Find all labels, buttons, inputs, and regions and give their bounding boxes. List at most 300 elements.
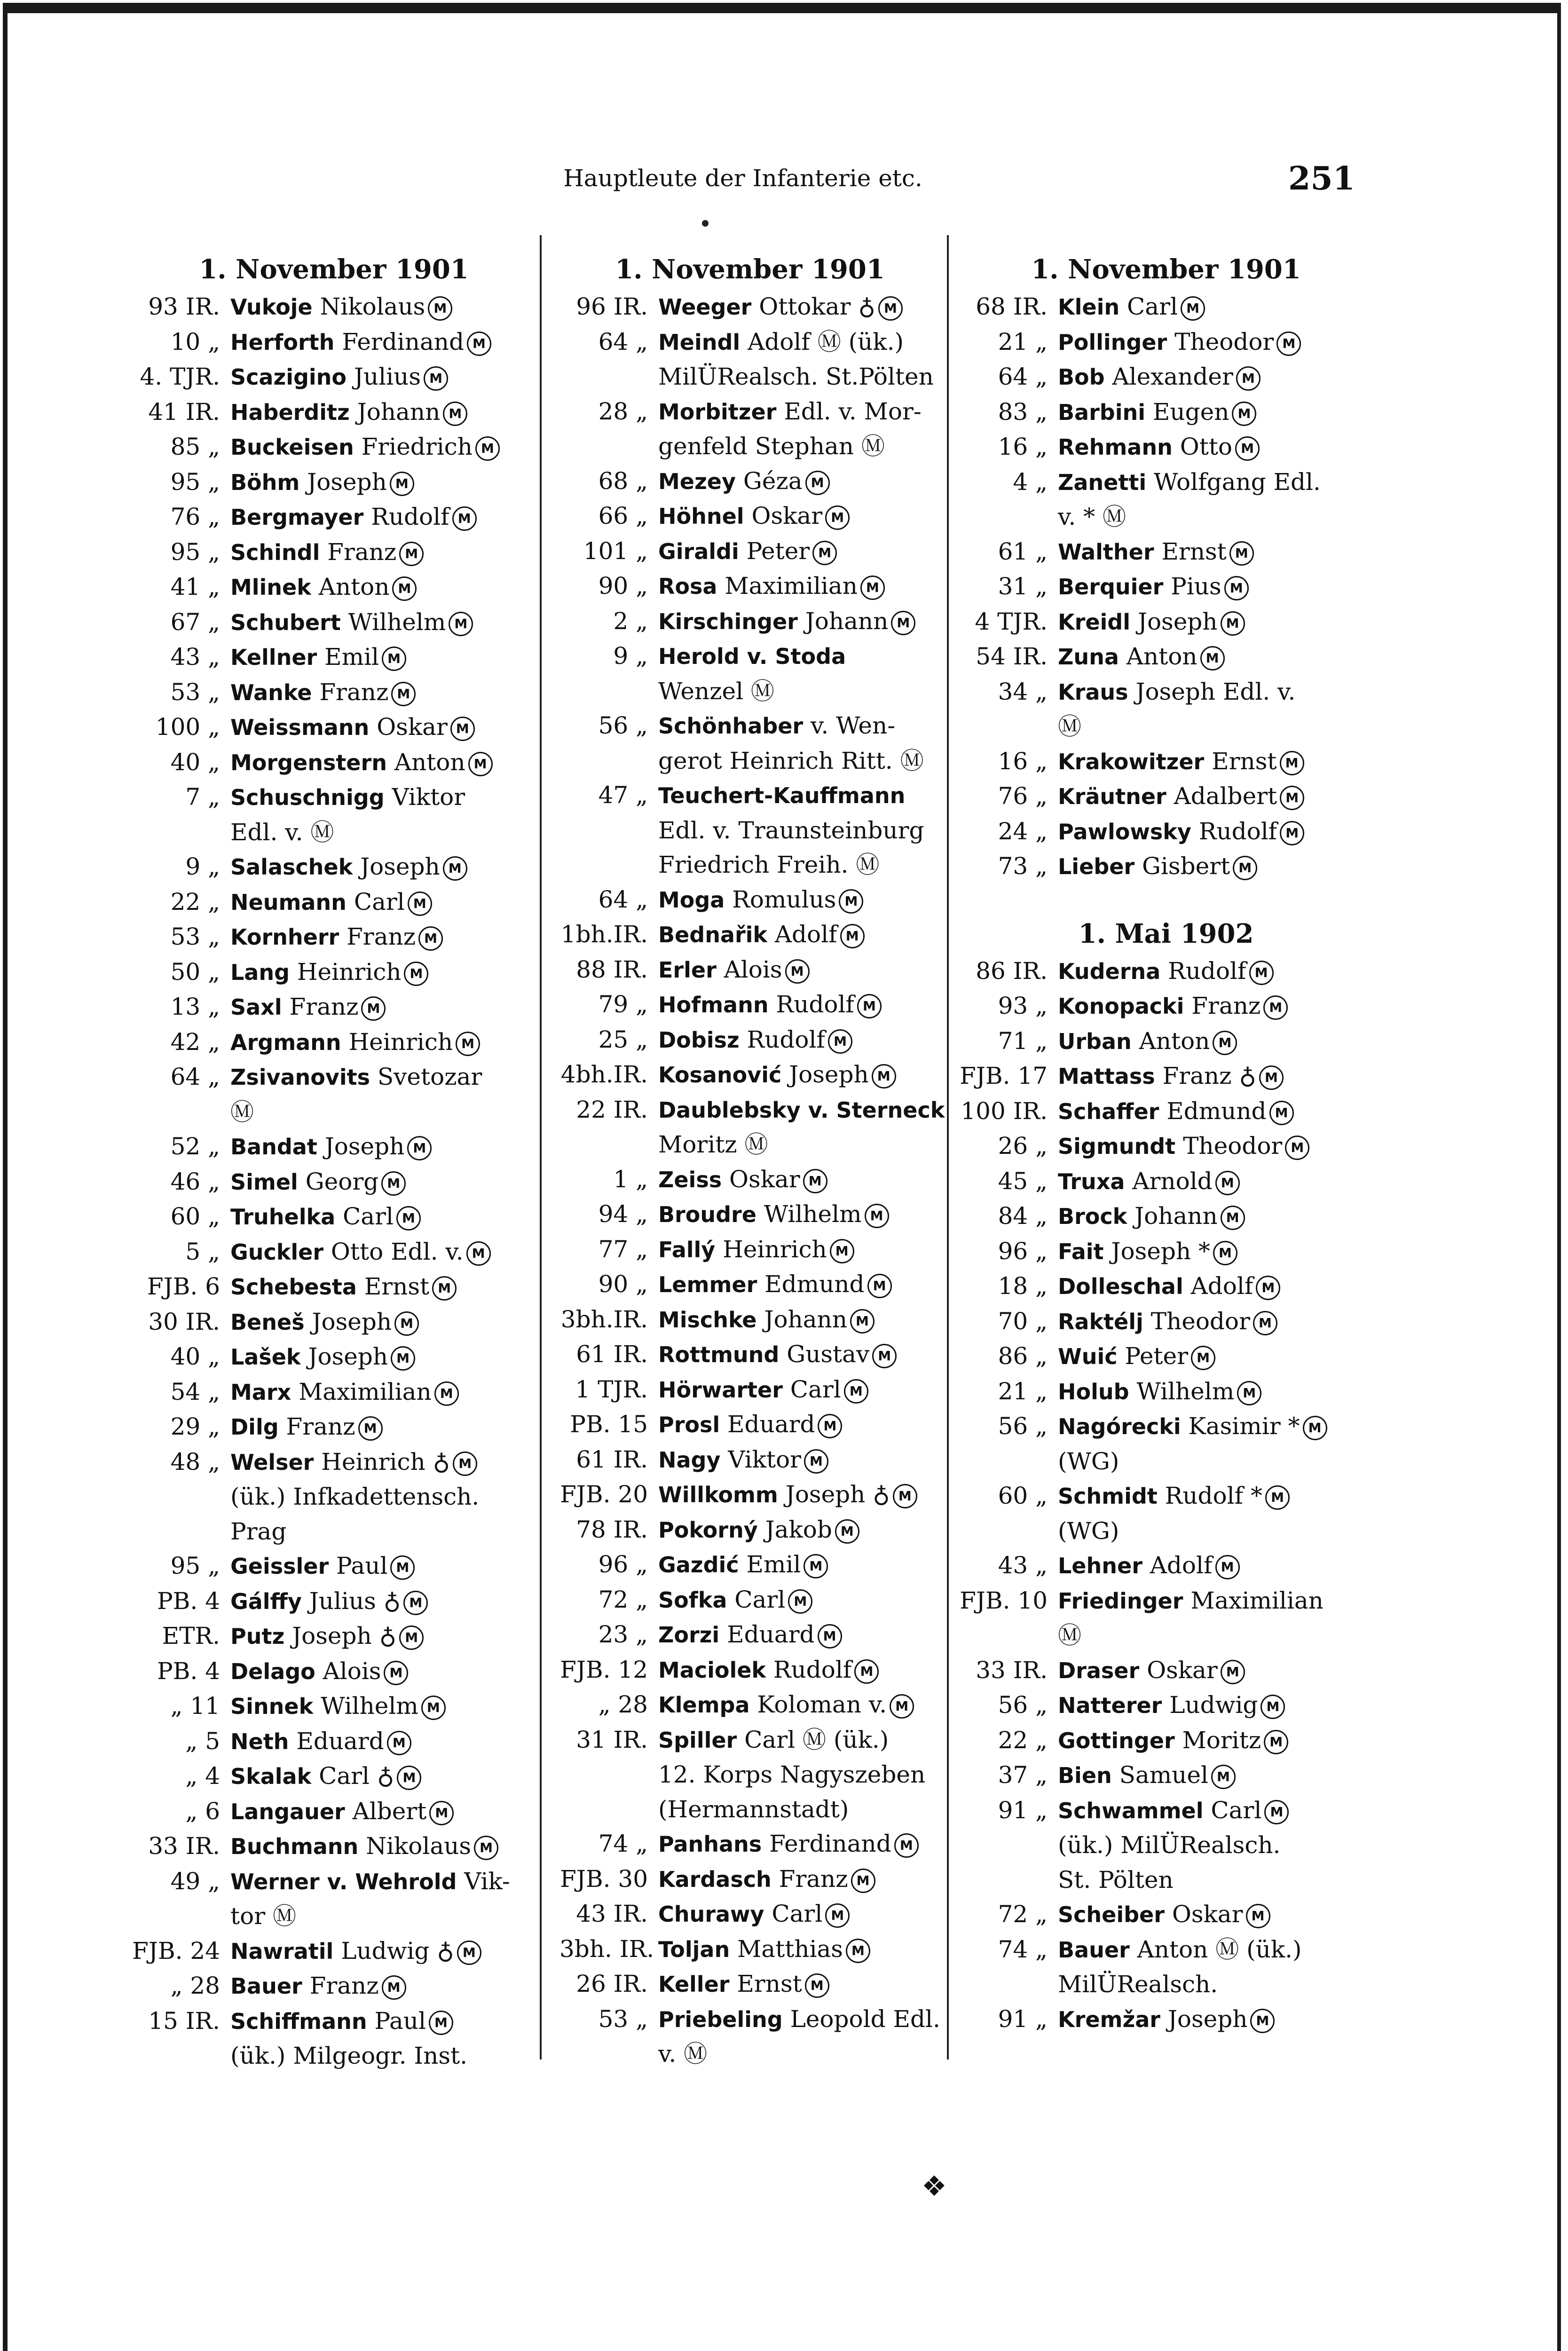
entry-text xyxy=(658,499,940,534)
list-item xyxy=(132,535,536,570)
unit-label: 53 „ xyxy=(170,923,220,950)
unit-label: 70 „ xyxy=(998,1307,1048,1335)
merit-badge-icon: M xyxy=(392,576,417,601)
given-name: Maximilian xyxy=(291,1378,432,1405)
surname: Vukoje xyxy=(230,294,313,320)
list-item xyxy=(959,1339,1373,1374)
entry-text xyxy=(658,987,940,1023)
given-name: Adolf xyxy=(767,921,837,948)
surname: Lehner xyxy=(1058,1553,1143,1578)
entry-text xyxy=(230,1410,536,1445)
merit-badge-icon: M xyxy=(1181,296,1205,321)
unit-label: 60 „ xyxy=(998,1482,1048,1509)
surname: Schebesta xyxy=(230,1274,357,1300)
merit-badge-icon: M xyxy=(1280,751,1304,775)
list-item xyxy=(559,1477,940,1513)
unit-label: 28 „ xyxy=(598,397,648,425)
entry-text xyxy=(1058,1897,1373,1933)
list-item xyxy=(559,778,940,813)
column-2-title: 1. November 1901 xyxy=(615,254,885,285)
merit-badge-icon: M xyxy=(1215,1171,1240,1195)
surname: Willkomm xyxy=(658,1482,778,1507)
list-item xyxy=(959,639,1373,675)
surname: Sigmundt xyxy=(1058,1134,1176,1159)
list-item xyxy=(959,675,1373,710)
surname: Wuić xyxy=(1058,1344,1118,1369)
surname: Schönhaber xyxy=(658,713,804,739)
entry-text xyxy=(658,778,940,813)
list-item xyxy=(132,1270,536,1305)
entry-continuation: Edl. v. Traunsteinburg xyxy=(658,816,924,844)
surname: Dilg xyxy=(230,1414,279,1440)
list-item xyxy=(559,1827,940,1862)
list-item xyxy=(559,1337,940,1373)
given-name: Oskar xyxy=(1139,1656,1218,1684)
entry-continuation: Moritz Ⓜ xyxy=(658,1131,768,1158)
list-item xyxy=(132,2004,536,2039)
given-name: Ernst xyxy=(729,1970,802,1997)
unit-label: 53 „ xyxy=(170,678,220,706)
surname: Kornherr xyxy=(230,924,339,950)
list-item xyxy=(959,1933,1373,1968)
unit-label: 79 „ xyxy=(598,991,648,1018)
merit-badge-icon: M xyxy=(397,1766,421,1790)
given-name: Alois xyxy=(716,955,782,983)
surname: Maciolek xyxy=(658,1657,766,1683)
column-1-title: 1. November 1901 xyxy=(199,254,469,285)
ornament: ❖ xyxy=(922,2170,947,2203)
unit-label: 50 „ xyxy=(170,958,220,986)
entry-text xyxy=(1058,1688,1373,1723)
surname: Fait xyxy=(1058,1239,1104,1264)
given-name: Ferdinand xyxy=(334,328,464,355)
given-name: Johann xyxy=(797,607,889,635)
entry-text xyxy=(658,1967,940,2002)
surname: Buckeisen xyxy=(230,434,354,460)
merit-badge-icon: M xyxy=(878,296,903,321)
merit-badge-icon: M xyxy=(1229,541,1254,566)
surname: Prosl xyxy=(658,1412,720,1437)
surname: Neumann xyxy=(230,889,347,915)
surname: Moga xyxy=(658,887,725,913)
entry-text xyxy=(1058,395,1373,430)
unit-label: 74 „ xyxy=(998,1935,1048,1963)
unit-label: 91 „ xyxy=(998,2005,1048,2033)
given-name: Anton xyxy=(311,573,390,600)
column-3 xyxy=(959,253,1373,2037)
list-item xyxy=(959,1548,1373,1584)
merit-badge-icon: M xyxy=(1213,1241,1237,1265)
surname: Urban xyxy=(1058,1028,1132,1054)
given-name: Heinrich ♁ xyxy=(314,1448,450,1475)
list-item xyxy=(559,2002,940,2037)
list-item xyxy=(959,814,1373,850)
entry-text xyxy=(1058,1758,1373,1793)
entry-text xyxy=(658,1827,940,1862)
merit-badge-icon: M xyxy=(467,331,491,356)
surname: Pokorný xyxy=(658,1517,758,1543)
list-item xyxy=(132,1340,536,1375)
entry-text xyxy=(1058,989,1373,1024)
surname: Schuschnigg xyxy=(230,785,385,810)
entry-text xyxy=(658,1057,940,1093)
column-1 xyxy=(132,253,536,2074)
entry-text xyxy=(1058,814,1373,850)
merit-badge-icon: M xyxy=(830,1239,854,1263)
surname: Dolleschal xyxy=(1058,1274,1183,1299)
merit-badge-icon: M xyxy=(1200,646,1225,671)
column-3-title: 1. November 1901 xyxy=(1031,254,1301,285)
merit-badge-icon: M xyxy=(428,296,452,321)
surname: Bob xyxy=(1058,364,1105,390)
surname: Bednařik xyxy=(658,922,768,947)
list-item xyxy=(959,465,1373,500)
list-item xyxy=(132,1129,536,1165)
list-item xyxy=(959,1374,1373,1410)
column-2-entries xyxy=(559,290,945,2072)
list-item xyxy=(132,850,536,885)
unit-label: 2 „ xyxy=(613,607,648,635)
surname: Zorzi xyxy=(658,1622,720,1648)
header-dot xyxy=(702,220,709,227)
merit-badge-icon: M xyxy=(867,1274,892,1298)
unit-label: 4bh.IR. xyxy=(560,1061,648,1088)
surname: Sofka xyxy=(658,1587,727,1613)
surname: Walther xyxy=(1058,539,1154,565)
surname: Lang xyxy=(230,959,290,985)
unit-label: 18 „ xyxy=(998,1272,1048,1300)
given-name: Franz xyxy=(282,993,359,1020)
unit-label: 9 „ xyxy=(185,853,220,880)
unit-label: 7 „ xyxy=(185,783,220,811)
merit-badge-icon: M xyxy=(1259,1065,1284,1090)
list-item xyxy=(132,745,536,781)
entry-text xyxy=(230,1060,536,1095)
surname: Kosanović xyxy=(658,1062,782,1088)
list-item xyxy=(959,569,1373,605)
given-name: Wolfgang Edl. xyxy=(1146,468,1321,496)
surname: Guckler xyxy=(230,1239,324,1265)
entry-text xyxy=(1058,1933,1373,1968)
surname: Bergmayer xyxy=(230,505,364,530)
list-item xyxy=(959,1409,1373,1444)
unit-label: 68 IR. xyxy=(976,293,1048,320)
merit-badge-icon: M xyxy=(1264,1800,1289,1824)
unit-label: 4 „ xyxy=(1013,468,1048,496)
given-name: Otto Edl. v. xyxy=(323,1238,464,1265)
list-item xyxy=(559,1407,940,1443)
entry-text xyxy=(658,1932,940,1967)
surname: Krakowitzer xyxy=(1058,749,1205,774)
list-item xyxy=(959,1584,1373,1619)
merit-badge-icon: M xyxy=(1221,1206,1245,1230)
surname: Daublebsky v. Sterneck xyxy=(658,1097,945,1123)
merit-badge-icon: M xyxy=(456,1032,480,1056)
unit-label: 5 „ xyxy=(185,1238,220,1265)
unit-label: 31 IR. xyxy=(576,1726,648,1753)
merit-badge-icon: M xyxy=(408,891,432,916)
list-item xyxy=(559,1897,940,1932)
list-item xyxy=(132,1410,536,1445)
merit-badge-icon: M xyxy=(865,1204,889,1228)
unit-label: 56 „ xyxy=(598,712,648,739)
given-name: Joseph xyxy=(1130,607,1218,635)
entry-continuation: (Hermannstadt) xyxy=(658,1795,849,1823)
unit-label: 90 „ xyxy=(598,572,648,600)
surname: Argmann xyxy=(230,1029,341,1055)
surname: Lemmer xyxy=(658,1272,757,1297)
unit-label: 68 „ xyxy=(598,467,648,495)
merit-badge-icon: M xyxy=(1224,576,1249,600)
given-name: Adolf xyxy=(1142,1552,1213,1579)
entry-text xyxy=(658,2002,940,2037)
list-item xyxy=(559,1267,940,1302)
entry-text xyxy=(658,394,940,430)
merit-badge-icon: M xyxy=(434,1381,459,1406)
list-item xyxy=(559,917,940,953)
unit-label: 88 IR. xyxy=(576,955,648,983)
surname: Teuchert-Kauffmann xyxy=(658,783,906,808)
entry-text xyxy=(658,325,940,360)
unit-label: 3bh.IR. xyxy=(560,1305,648,1333)
surname: Salaschek xyxy=(230,854,353,880)
entry-text xyxy=(658,1547,940,1583)
merit-badge-icon: M xyxy=(450,717,475,741)
surname: Morbitzer xyxy=(658,399,777,425)
unit-label: 60 „ xyxy=(170,1203,220,1230)
list-item xyxy=(132,1305,536,1340)
list-item xyxy=(559,499,940,534)
given-name: Ludwig ♁ xyxy=(333,1937,454,1964)
merit-badge-icon: M xyxy=(424,366,448,391)
column-3-entries-2 xyxy=(959,954,1373,2037)
given-name: Vik- xyxy=(457,1867,510,1895)
given-name: Franz xyxy=(1184,992,1261,1019)
merit-badge-icon: M xyxy=(825,1903,850,1928)
entry-text xyxy=(230,465,536,500)
surname: Raktélj xyxy=(1058,1309,1143,1334)
given-name: Arnold xyxy=(1125,1167,1213,1195)
entry-text xyxy=(658,534,940,569)
surname: Buchmann xyxy=(230,1834,359,1859)
entry-text xyxy=(230,1235,536,1270)
surname: Lašek xyxy=(230,1344,301,1370)
entry-text xyxy=(230,1549,536,1584)
given-name: Viktor xyxy=(720,1445,801,1473)
surname: Scazigino xyxy=(230,364,347,390)
list-item xyxy=(559,1547,940,1583)
unit-label: 93 IR. xyxy=(148,293,220,320)
surname: Truxa xyxy=(1058,1168,1125,1194)
list-item xyxy=(132,780,536,815)
list-item xyxy=(959,290,1373,325)
unit-label: 95 „ xyxy=(170,538,220,566)
list-item xyxy=(959,535,1373,570)
entry-continuation: v. Ⓜ xyxy=(658,2040,708,2067)
given-name: Svetozar xyxy=(370,1063,482,1090)
given-name: Ludwig xyxy=(1162,1691,1258,1719)
entry-text xyxy=(658,464,940,499)
unit-label: 85 „ xyxy=(170,433,220,460)
unit-label: 84 „ xyxy=(998,1202,1048,1230)
entry-text xyxy=(1058,1374,1373,1410)
list-item xyxy=(959,989,1373,1024)
entry-text xyxy=(230,1584,536,1619)
entry-text xyxy=(230,605,536,640)
list-item xyxy=(959,1129,1373,1164)
surname: Bien xyxy=(1058,1763,1112,1788)
surname: Zsivanovits xyxy=(230,1065,370,1090)
list-item xyxy=(132,1724,536,1759)
given-name: Ernst xyxy=(356,1273,430,1300)
given-name: Carl xyxy=(1119,293,1178,320)
unit-label: 94 „ xyxy=(598,1200,648,1228)
list-item xyxy=(559,639,940,674)
given-name: Gustav xyxy=(779,1341,870,1368)
given-name: Gisbert xyxy=(1135,852,1230,880)
merit-badge-icon: M xyxy=(429,1801,454,1825)
entry-text xyxy=(230,1165,536,1200)
unit-label: FJB. 24 xyxy=(132,1937,220,1964)
list-item xyxy=(559,953,940,988)
entry-continuation: Ⓜ xyxy=(1058,1622,1081,1649)
unit-label: 86 IR. xyxy=(976,957,1048,985)
surname: Beneš xyxy=(230,1309,305,1335)
entry-text xyxy=(230,1199,536,1235)
list-item xyxy=(132,990,536,1025)
given-name: Joseph xyxy=(300,1343,388,1370)
entry-text xyxy=(658,1617,940,1653)
entry-text xyxy=(1058,675,1373,710)
list-item xyxy=(132,1235,536,1270)
surname: Putz xyxy=(230,1624,285,1649)
merit-badge-icon: M xyxy=(1280,786,1304,810)
entry-text xyxy=(658,1337,940,1373)
merit-badge-icon: M xyxy=(894,1833,919,1858)
surname: Hofmann xyxy=(658,992,769,1018)
entry-text xyxy=(230,780,536,815)
list-item xyxy=(959,1059,1373,1094)
list-item xyxy=(559,1862,940,1897)
entry-text xyxy=(1058,1409,1373,1444)
given-name: Albert xyxy=(345,1797,427,1825)
entry-continuation: Prag xyxy=(230,1517,287,1545)
entry-text xyxy=(1058,535,1373,570)
entry-text xyxy=(1058,1129,1373,1164)
merit-badge-icon: M xyxy=(1213,1031,1237,1055)
entry-continuation: MilÜRealsch. St.Pölten xyxy=(658,363,934,390)
given-name: Anton Ⓜ (ük.) xyxy=(1129,1935,1302,1963)
entry-continuation: St. Pölten xyxy=(1058,1866,1174,1893)
list-item xyxy=(132,955,536,990)
list-item xyxy=(132,570,536,605)
merit-badge-icon: M xyxy=(404,962,428,986)
given-name: Carl Ⓜ (ük.) xyxy=(737,1726,889,1753)
unit-label: 22 IR. xyxy=(576,1096,648,1123)
entry-text xyxy=(230,1270,536,1305)
column-rule-right xyxy=(947,235,949,2059)
surname: Gazdić xyxy=(658,1552,739,1578)
list-item xyxy=(959,360,1373,395)
unit-label: 52 „ xyxy=(170,1133,220,1160)
list-item xyxy=(559,464,940,499)
entry-text xyxy=(230,535,536,570)
merit-badge-icon: M xyxy=(785,959,810,984)
entry-text xyxy=(658,569,940,604)
merit-badge-icon: M xyxy=(1232,402,1256,426)
unit-label: 86 „ xyxy=(998,1342,1048,1370)
entry-text xyxy=(658,639,940,674)
entry-continuation: MilÜRealsch. xyxy=(1058,1971,1218,1998)
surname: Kuderna xyxy=(1058,958,1161,984)
surname: Bandat xyxy=(230,1134,317,1160)
given-name: Joseph * xyxy=(1103,1237,1210,1265)
list-item xyxy=(559,1443,940,1478)
given-name: Edmund xyxy=(1159,1097,1267,1125)
given-name: Joseph xyxy=(781,1061,869,1088)
given-name: Alois xyxy=(315,1657,381,1685)
entry-text xyxy=(658,1723,940,1758)
entry-text xyxy=(1058,290,1373,325)
list-item xyxy=(959,1688,1373,1723)
merit-badge-icon: M xyxy=(839,889,863,914)
given-name: Paul xyxy=(329,1552,388,1579)
list-item xyxy=(132,605,536,640)
merit-badge-icon: M xyxy=(872,1064,896,1089)
merit-badge-icon: M xyxy=(432,1276,457,1301)
unit-label: FJB. 12 xyxy=(560,1656,648,1683)
merit-badge-icon: M xyxy=(1237,1381,1261,1405)
entry-text xyxy=(230,500,536,535)
surname: Gálffy xyxy=(230,1588,302,1614)
entry-continuation: (ük.) MilÜRealsch. xyxy=(1058,1831,1281,1859)
given-name: Joseph xyxy=(317,1133,405,1160)
unit-label: 9 „ xyxy=(613,642,648,670)
given-name: Oskar xyxy=(744,502,823,529)
merit-badge-icon: M xyxy=(805,471,830,495)
entry-text xyxy=(1058,1793,1373,1829)
unit-label: 72 „ xyxy=(998,1901,1048,1928)
merit-badge-icon: M xyxy=(828,1029,852,1054)
unit-label: 61 IR. xyxy=(576,1445,648,1473)
page-number: 251 xyxy=(1288,160,1355,197)
surname: Giraldi xyxy=(658,538,739,564)
list-item xyxy=(959,849,1373,884)
entry-text xyxy=(658,1862,940,1897)
list-item xyxy=(559,1162,940,1198)
merit-badge-icon: M xyxy=(804,1449,828,1474)
surname: Churawy xyxy=(658,1901,764,1927)
column-rule-left xyxy=(540,235,542,2059)
surname: Hörwarter xyxy=(658,1377,783,1403)
entry-continuation: Edl. v. Ⓜ xyxy=(230,818,334,846)
surname: Pawlowsky xyxy=(1058,819,1191,844)
unit-label: 76 „ xyxy=(998,782,1048,810)
merit-badge-icon: M xyxy=(788,1589,812,1614)
given-name: Carl xyxy=(335,1203,394,1230)
given-name: Joseph xyxy=(299,468,387,496)
given-name: Julius xyxy=(347,363,421,390)
entry-text xyxy=(658,1162,940,1198)
given-name: Carl xyxy=(764,1900,823,1927)
entry-text xyxy=(230,1129,536,1165)
given-name: Oskar xyxy=(1164,1901,1243,1928)
list-item xyxy=(959,1199,1373,1234)
entry-text xyxy=(658,917,940,953)
given-name: Peter xyxy=(1117,1342,1188,1370)
unit-label: „ 28 xyxy=(598,1691,648,1718)
entry-text xyxy=(1058,1723,1373,1759)
